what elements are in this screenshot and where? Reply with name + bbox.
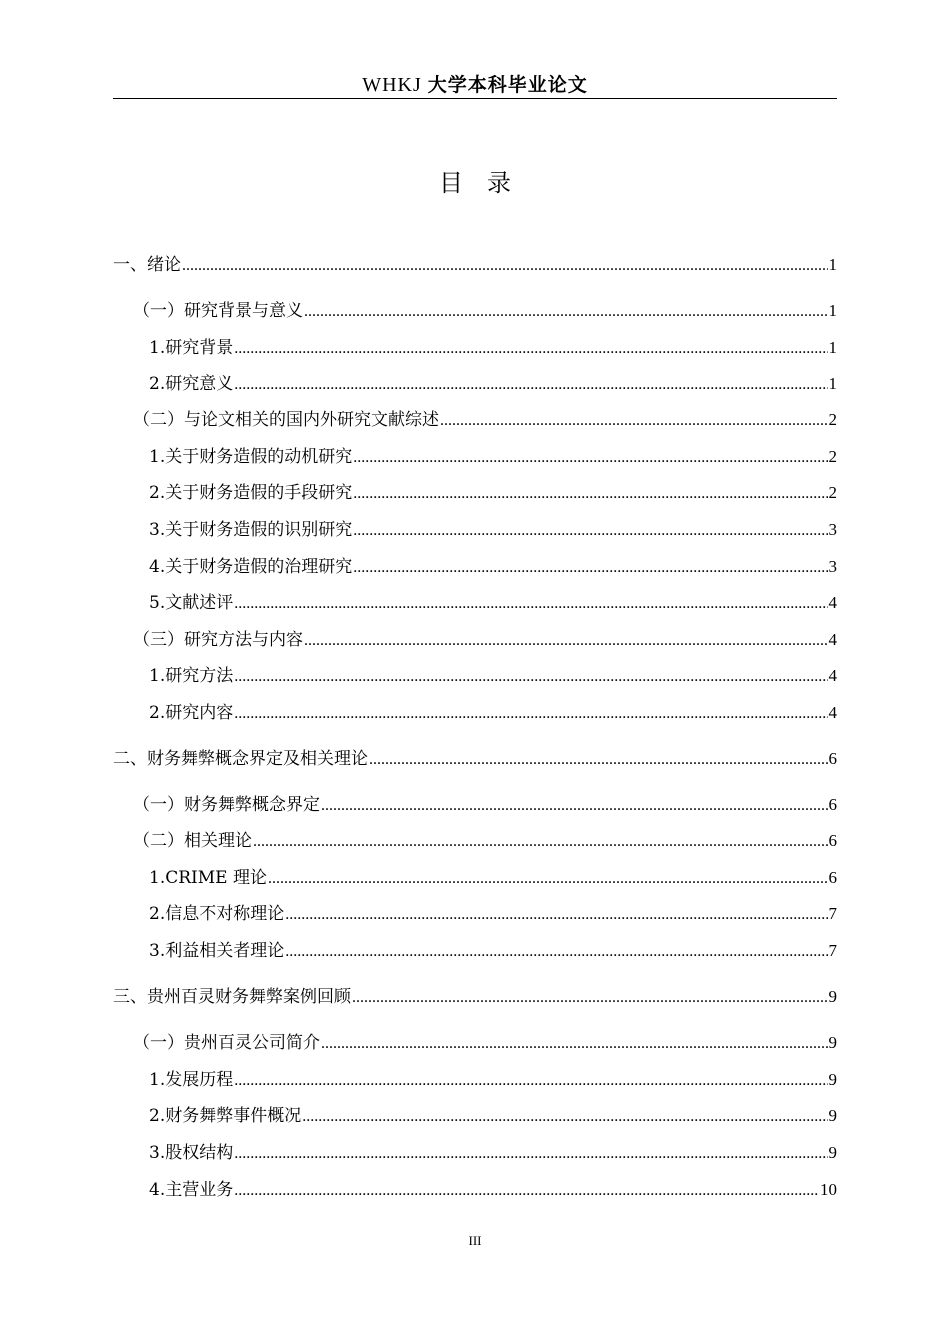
toc-entry[interactable]: [149, 373, 837, 396]
toc-leader-dots: [353, 446, 827, 469]
toc-entry[interactable]: [133, 629, 837, 652]
toc-title: 目录: [439, 169, 535, 197]
toc-entry[interactable]: [149, 1142, 837, 1165]
toc-entry-page: 6: [828, 831, 837, 850]
toc-entry-page: 2: [828, 447, 837, 466]
toc-entry-page: 9: [828, 1143, 837, 1162]
toc-entry[interactable]: [133, 794, 837, 817]
toc-entry-page: 3: [828, 520, 837, 539]
toc-entry-page: 6: [828, 868, 837, 887]
toc-leader-dots: [234, 373, 827, 396]
toc-entry-page: 9: [828, 987, 837, 1006]
toc-entry[interactable]: [133, 300, 837, 323]
toc-leader-dots: [369, 748, 828, 771]
toc-entry-page: 1: [828, 301, 837, 320]
toc-entry[interactable]: [149, 446, 837, 469]
toc-entry-page: 1: [828, 338, 837, 357]
toc-entry-label: （一）财务舞弊概念界定: [133, 795, 320, 815]
toc-leader-dots: [353, 556, 827, 579]
toc-entry[interactable]: [133, 830, 837, 853]
toc-entry[interactable]: [149, 940, 837, 963]
toc-entry[interactable]: [149, 665, 837, 688]
toc-entry[interactable]: [149, 556, 837, 579]
toc-entry-page: 9: [828, 1033, 837, 1052]
toc-entry[interactable]: [149, 482, 837, 505]
toc-leader-dots: [285, 940, 827, 963]
toc-entry-page: 3: [828, 557, 837, 576]
toc-entry-label: 4.关于财务造假的治理研究: [149, 557, 353, 577]
toc-entry-page: 4: [828, 630, 837, 649]
toc-entry-page: 6: [828, 795, 837, 814]
toc-leader-dots: [353, 519, 827, 542]
toc-entry-label: 2.信息不对称理论: [149, 904, 285, 924]
toc-entry-page: 7: [828, 904, 837, 923]
toc-entry-page: 7: [828, 941, 837, 960]
toc-entry-page: 4: [828, 593, 837, 612]
toc-entry-label: 1.研究方法: [149, 666, 234, 686]
toc-entry-page: 1: [828, 255, 837, 274]
toc-entry-label: （二）相关理论: [133, 831, 252, 851]
toc-entry-label: 三、贵州百灵财务舞弊案例回顾: [113, 987, 351, 1007]
toc-entry[interactable]: [149, 1105, 837, 1128]
toc-entry-label: 2.研究内容: [149, 703, 234, 723]
toc-entry-page: 10: [820, 1180, 837, 1199]
toc-leader-dots: [304, 300, 828, 323]
toc-entry[interactable]: [113, 986, 837, 1009]
toc-leader-dots: [234, 1179, 819, 1202]
toc-entry[interactable]: [149, 867, 837, 890]
toc-leader-dots: [302, 1105, 827, 1128]
toc-entry[interactable]: [133, 409, 837, 432]
toc-entry-label: （三）研究方法与内容: [133, 630, 303, 650]
toc-entry[interactable]: [149, 702, 837, 725]
toc-entry-page: 4: [828, 703, 837, 722]
toc-entry-label: 4.主营业务: [149, 1180, 234, 1200]
toc-leader-dots: [440, 409, 828, 432]
toc-entry-page: 9: [828, 1070, 837, 1089]
toc-entry[interactable]: [113, 748, 837, 771]
toc-entry-label: 1.CRIME 理论: [149, 868, 267, 888]
toc-entry-label: 3.关于财务造假的识别研究: [149, 520, 353, 540]
toc-entry-label: （一）贵州百灵公司简介: [133, 1033, 320, 1053]
toc-leader-dots: [182, 254, 828, 277]
toc-leader-dots: [352, 986, 828, 1009]
toc-entry[interactable]: [133, 1032, 837, 1055]
toc-leader-dots: [234, 665, 827, 688]
header-title: 大学本科毕业论文: [427, 74, 588, 96]
toc-leader-dots: [268, 867, 828, 890]
toc-entry-page: 4: [828, 666, 837, 685]
toc-entry-page: 6: [828, 749, 837, 768]
toc-entry-page: 2: [828, 483, 837, 502]
toc-entry[interactable]: [149, 1069, 837, 1092]
toc-entry[interactable]: [113, 254, 837, 277]
toc-entry[interactable]: [149, 592, 837, 615]
toc-leader-dots: [234, 592, 827, 615]
toc-entry[interactable]: [149, 1179, 837, 1202]
toc-entry-label: 3.股权结构: [149, 1143, 234, 1163]
toc-leader-dots: [321, 1032, 828, 1055]
toc-leader-dots: [353, 482, 827, 505]
toc-entry-label: （一）研究背景与意义: [133, 301, 303, 321]
header-prefix: WHKJ: [362, 74, 428, 96]
toc-entry-label: 1.发展历程: [149, 1070, 234, 1090]
toc-entry-label: 2.财务舞弊事件概况: [149, 1106, 302, 1126]
toc-entry-label: 1.关于财务造假的动机研究: [149, 447, 353, 467]
toc-entry-page: 2: [828, 410, 837, 429]
toc-entry[interactable]: [149, 519, 837, 542]
running-header: [113, 70, 837, 97]
toc-leader-dots: [253, 830, 828, 853]
page-number: III: [468, 1233, 482, 1248]
toc-entry-label: 5.文献述评: [149, 593, 234, 613]
header-rule: [113, 98, 837, 99]
toc-entry-label: 1.研究背景: [149, 338, 234, 358]
toc-entry-page: 9: [828, 1106, 837, 1125]
toc-leader-dots: [234, 337, 827, 360]
toc-entry-label: 2.研究意义: [149, 374, 234, 394]
toc-leader-dots: [304, 629, 828, 652]
toc-entry-page: 1: [828, 374, 837, 393]
toc-entry-label: 二、财务舞弊概念界定及相关理论: [113, 749, 368, 769]
toc-leader-dots: [234, 1069, 827, 1092]
toc-leader-dots: [321, 794, 828, 817]
toc-entry-label: （二）与论文相关的国内外研究文献综述: [133, 410, 439, 430]
toc-leader-dots: [285, 903, 827, 926]
toc-entry[interactable]: [149, 337, 837, 360]
toc-entry-label: 一、绪论: [113, 255, 181, 275]
toc-leader-dots: [234, 702, 827, 725]
toc-leader-dots: [234, 1142, 827, 1165]
toc-entry[interactable]: [149, 903, 837, 926]
toc-entry-label: 2.关于财务造假的手段研究: [149, 483, 353, 503]
toc-entry-label: 3.利益相关者理论: [149, 941, 285, 961]
